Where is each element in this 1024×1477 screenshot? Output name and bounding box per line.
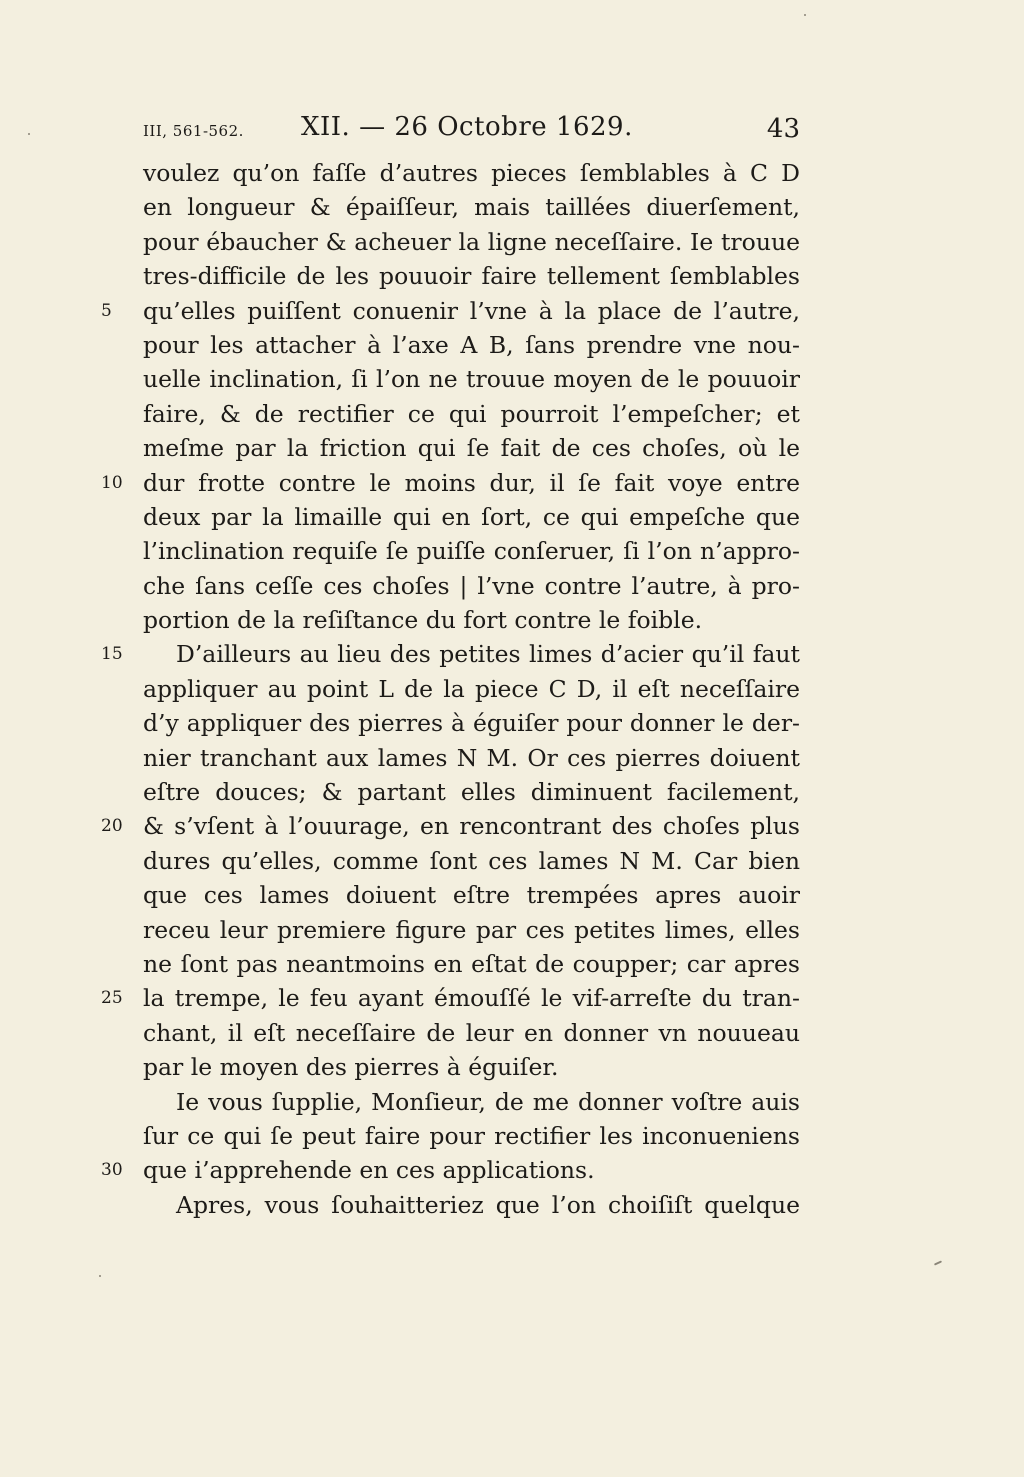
- line-text: dures qu’elles, comme ſont ces lames N M. Car bien: [143, 846, 800, 875]
- paper-speck: [28, 133, 30, 135]
- line-text: en longueur & épaiſſeur, mais taillées diuerſement,: [143, 193, 800, 222]
- text-line: [143, 1016, 800, 1050]
- text-line: [101, 981, 800, 1015]
- text-line: [143, 913, 800, 947]
- line-text: eſtre douces; & partant elles diminuent facilement,: [143, 778, 800, 807]
- line-text: receu leur premiere figure par ces petites limes, elles: [143, 915, 800, 944]
- line-text: d’y appliquer des pierres à éguiſer pour donner le der-: [143, 709, 800, 738]
- line-number: 15: [101, 644, 123, 665]
- text-line: [143, 569, 800, 603]
- line-text: par le moyen des pierres à éguiſer.: [143, 1053, 559, 1082]
- text-line: [143, 878, 800, 912]
- line-text: uelle inclination, ſi l’on ne trouue moyen de le pouuoir: [143, 365, 800, 394]
- line-text: deux par la limaille qui en ſort, ce qui empeſche que: [143, 502, 800, 531]
- line-text: Ie vous ſupplie, Monſieur, de me donner voſtre auis: [176, 1087, 800, 1116]
- text-line: [143, 741, 800, 775]
- text-line: [143, 844, 800, 878]
- line-text: qu’elles puiſſent conuenir l’vne à la place de l’autre,: [143, 296, 800, 325]
- line-text: D’ailleurs au lieu des petites limes d’acier qu’il faut: [176, 640, 800, 669]
- line-number: 10: [101, 472, 123, 493]
- line-number: 25: [101, 988, 123, 1009]
- line-text: & s’vſent à l’ouurage, en rencontrant des choſes plus: [143, 812, 800, 841]
- line-text: nier tranchant aux lames N M. Or ces pierres doiuent: [143, 743, 800, 772]
- line-text: l’inclination requiſe ſe puiſſe conſeruer, ſi l’on n’appro-: [143, 537, 800, 566]
- text-line: [143, 1050, 800, 1084]
- paper-speck: [99, 1275, 101, 1277]
- line-text: che ſans ceſſe ces choſes | l’vne contre l’autre, à pro-: [143, 571, 800, 600]
- line-text: dur frotte contre le moins dur, il ſe fait voye entre: [143, 468, 800, 497]
- text-line: [101, 637, 800, 671]
- body-text: [101, 156, 800, 1222]
- text-line: [143, 328, 800, 362]
- text-line: [143, 362, 800, 396]
- paper-speck: [804, 14, 806, 16]
- running-header: [143, 112, 800, 152]
- line-text: meſme par la friction qui ſe fait de ces choſes, où le: [143, 434, 800, 463]
- line-text: pour les attacher à l’axe A B, ſans prendre vne nou-: [143, 330, 800, 359]
- line-text: la trempe, le feu ayant émouſſé le vif-arreſte du tran-: [143, 984, 800, 1013]
- text-line: [143, 947, 800, 981]
- text-line: [143, 775, 800, 809]
- page-number: 43: [766, 114, 800, 144]
- line-text: ſur ce qui ſe peut faire pour rectifier les inconueniens: [143, 1121, 800, 1150]
- line-text: ne ſont pas neantmoins en eſtat de coupper; car apres: [143, 949, 800, 978]
- text-line: [143, 1085, 800, 1119]
- text-line: [101, 466, 800, 500]
- text-line: [143, 1119, 800, 1153]
- line-text: tres-difficile de les pouuoir faire tellement ſemblables: [143, 262, 800, 291]
- line-text: voulez qu’on faſſe d’autres pieces ſemblables à C D: [143, 159, 800, 187]
- text-line: [101, 1153, 800, 1187]
- line-text: Apres, vous ſouhaitteriez que l’on choiſiſt quelque: [176, 1190, 800, 1219]
- text-line: [143, 225, 800, 259]
- line-number: 20: [101, 816, 123, 837]
- text-line: [143, 431, 800, 465]
- text-line: [143, 706, 800, 740]
- text-line: [143, 259, 800, 293]
- line-text: portion de la reſiſtance du fort contre le foible.: [143, 606, 703, 635]
- text-line: [143, 500, 800, 534]
- line-text: pour ébaucher & acheuer la ligne neceſſaire. Ie trouue: [143, 227, 800, 256]
- line-number: 30: [101, 1160, 123, 1181]
- line-text: faire, & de rectifier ce qui pourroit l’empeſcher; et: [143, 399, 800, 428]
- line-text: que i’apprehende en ces applications.: [143, 1156, 595, 1185]
- header-title: XII. — 26 Octobre 1629.: [301, 112, 633, 142]
- text-line: [143, 672, 800, 706]
- header-reference: III, 561-562.: [143, 122, 244, 140]
- text-line: [143, 603, 800, 637]
- text-line: [101, 809, 800, 843]
- text-line: [143, 397, 800, 431]
- text-line: [143, 156, 800, 190]
- paper-speck: [934, 1260, 942, 1265]
- text-line: [143, 1188, 800, 1222]
- text-line: [101, 294, 800, 328]
- line-text: appliquer au point L de la piece C D, il eſt neceſſaire: [143, 674, 800, 703]
- text-line: [143, 534, 800, 568]
- line-text: que ces lames doiuent eſtre trempées apres auoir: [143, 881, 800, 910]
- text-line: [143, 190, 800, 224]
- line-number: 5: [101, 300, 112, 321]
- line-text: chant, il eſt neceſſaire de leur en donner vn nouueau: [143, 1018, 800, 1047]
